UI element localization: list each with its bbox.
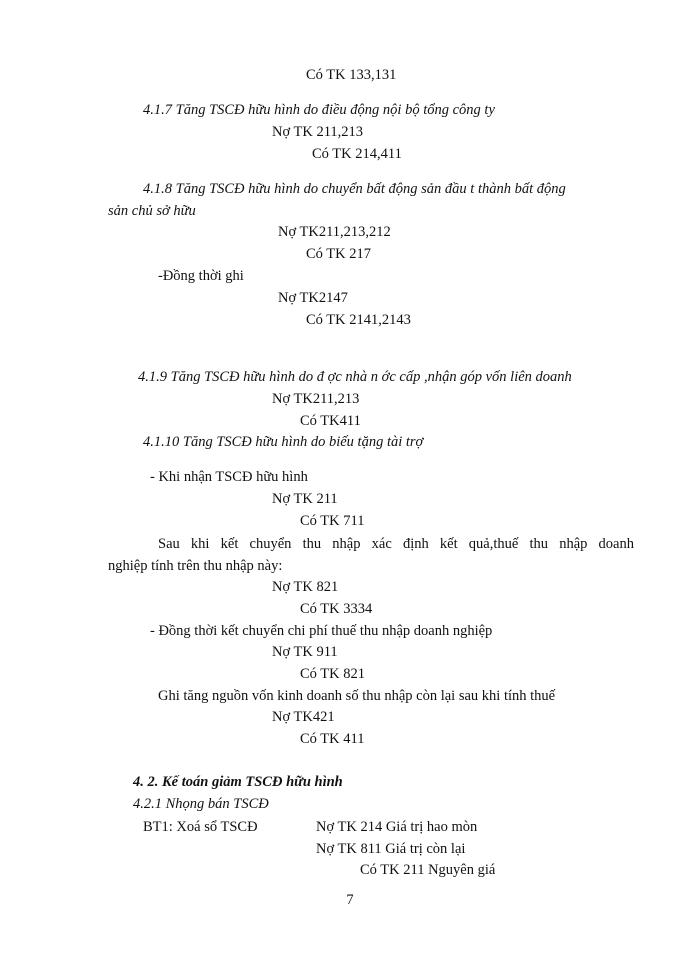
paragraph-text: Ghi tăng nguồn vốn kinh doanh số thu nhập còn lại sau khi tính thuế [158, 688, 556, 704]
entry-credit: Có TK 711 [300, 513, 365, 529]
bt1-label: BT1: Xoá sổ TSCĐ [143, 819, 258, 835]
bt1-row: Nợ TK 214 Giá trị hao mòn [316, 819, 478, 835]
entry-credit: Có TK 3334 [300, 601, 373, 617]
entry-credit: Có TK 821 [300, 666, 365, 682]
section-heading: 4.1.10 Tăng TSCĐ hữu hình do biếu tặng tài trợ [143, 434, 424, 450]
entry-credit: Có TK 411 [300, 731, 365, 747]
section-heading: 4.1.8 Tăng TSCĐ hữu hình do chuyển bất động sản đầu t thành bất động [143, 181, 566, 197]
note-text: - Đồng thời kết chuyển chi phí thuế thu nhập doanh nghiệp [150, 623, 493, 639]
entry-debit: Nợ TK421 [272, 709, 335, 725]
entry-debit: Nợ TK 821 [272, 579, 339, 595]
entry-debit: Nợ TK211,213,212 [278, 224, 391, 240]
entry-debit: Nợ TK 911 [272, 644, 338, 660]
entry-credit: Có TK 217 [306, 246, 371, 262]
entry-debit: Nợ TK 211 [272, 491, 338, 507]
bt1-row: Nợ TK 811 Giá trị còn lại [316, 841, 466, 857]
section-title: 4. 2. Kế toán giảm TSCĐ hữu hình [133, 774, 343, 790]
note-text: -Đồng thời ghi [158, 268, 244, 284]
paragraph-text: Sau khi kết chuyển thu nhập xác định kết quả,thuế thu nhập doanh [158, 536, 634, 552]
entry-credit: Có TK411 [300, 413, 361, 429]
section-heading-cont: sản chủ sở hữu [108, 203, 196, 219]
section-heading: 4.2.1 Nhọng bán TSCĐ [133, 796, 269, 812]
entry-credit: Có TK 2141,2143 [306, 312, 411, 328]
section-heading: 4.1.9 Tăng TSCĐ hữu hình do đ ợc nhà n ớc cấp ,nhận góp vốn liên doanh [138, 369, 572, 385]
paragraph-text: nghiệp tính trên thu nhập này: [108, 558, 283, 574]
entry-debit: Nợ TK211,213 [272, 391, 360, 407]
entry-credit: Có TK 133,131 [306, 67, 397, 83]
note-text: - Khi nhận TSCĐ hữu hình [150, 469, 308, 485]
page-number: 7 [346, 892, 354, 908]
entry-debit: Nợ TK 211,213 [272, 124, 364, 140]
entry-debit: Nợ TK2147 [278, 290, 348, 306]
entry-credit: Có TK 214,411 [312, 146, 402, 162]
section-heading: 4.1.7 Tăng TSCĐ hữu hình do điều động nội bộ tổng công ty [143, 102, 495, 118]
bt1-row: Có TK 211 Nguyên giá [360, 862, 496, 878]
